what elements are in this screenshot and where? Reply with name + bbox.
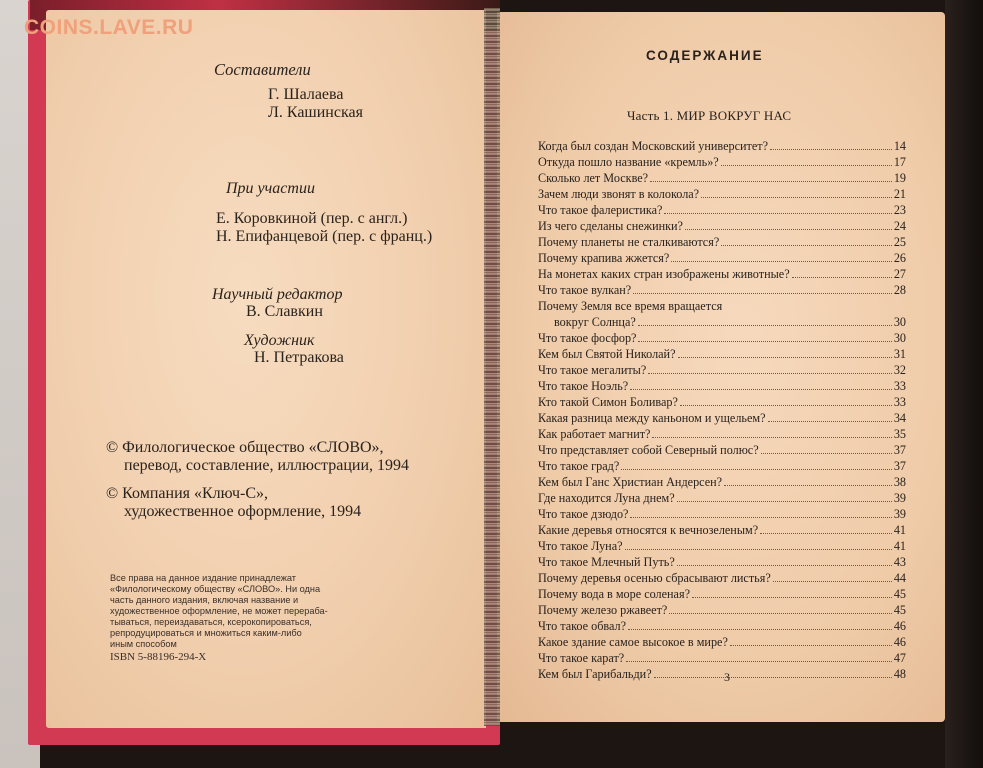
toc-leader-dots <box>761 453 892 454</box>
toc-entry-page: 21 <box>893 187 906 201</box>
editor-name: В. Славкин <box>246 303 323 320</box>
toc-leader-dots <box>792 277 892 278</box>
toc-entry-title: Почему железо ржавеет? <box>538 603 668 617</box>
copyright-key-line2: художественное оформление, 1994 <box>124 503 362 520</box>
toc-leader-dots <box>721 165 892 166</box>
toc-entry <box>538 634 906 650</box>
toc-leader-dots <box>628 629 892 630</box>
toc-entry-title: Почему деревья осенью сбрасывают листья? <box>538 571 771 585</box>
toc-entry <box>538 282 906 298</box>
toc-leader-dots <box>650 181 892 182</box>
toc-entry-title: Почему вода в море соленая? <box>538 587 690 601</box>
toc-leader-dots <box>630 517 891 518</box>
toc-leader-dots <box>678 357 892 358</box>
rights-line: художественное оформление, не может перераба- <box>110 606 328 616</box>
toc-entry-title: Что такое град? <box>538 459 620 473</box>
toc-entry-title: Что такое Ноэль? <box>538 379 629 393</box>
toc-entry-title: Зачем люди звонят в колокола? <box>538 187 700 201</box>
toc-entry-page: 27 <box>893 267 906 281</box>
toc-entry-page: 32 <box>893 363 906 377</box>
toc-entry <box>538 538 906 554</box>
toc-entry <box>538 202 906 218</box>
toc-entry-page: 31 <box>893 347 906 361</box>
toc-entry <box>538 234 906 250</box>
participation-label: При участии <box>226 180 315 197</box>
toc-entry <box>538 618 906 634</box>
participant-name: Е. Коровкиной (пер. с англ.) <box>216 210 408 227</box>
toc-leader-dots <box>680 405 892 406</box>
toc-entry <box>538 426 906 442</box>
table-of-contents <box>538 138 906 682</box>
rights-line: «Филологическому обществу «СЛОВО». Ни одна <box>110 584 321 594</box>
toc-entry-page: 38 <box>893 475 906 489</box>
toc-leader-dots <box>701 197 892 198</box>
participant-name: Н. Епифанцевой (пер. с франц.) <box>216 228 433 245</box>
toc-entry-page: 30 <box>893 315 906 329</box>
toc-entry-page: 43 <box>893 555 906 569</box>
toc-entry-title: Что такое фосфор? <box>538 331 637 345</box>
artist-label: Художник <box>244 332 315 349</box>
compilers-label: Составители <box>214 60 311 79</box>
toc-entry-title: Что такое дзюдо? <box>538 507 629 521</box>
toc-entry <box>538 346 906 362</box>
toc-entry-title: Что такое Луна? <box>538 539 623 553</box>
toc-entry-title: Почему Земля все время вращается <box>538 299 723 313</box>
toc-entry-page: 46 <box>893 619 906 633</box>
toc-entry-title-cont: вокруг Солнца? <box>554 315 636 329</box>
toc-entry <box>538 522 906 538</box>
rights-line: часть данного издания, включая название и <box>110 595 299 605</box>
copyright-key-line1: © Компания «Ключ-С», <box>106 485 269 502</box>
toc-entry-page: 33 <box>893 395 906 409</box>
compiler-name: Г. Шалаева <box>268 86 344 103</box>
toc-entry-page: 35 <box>893 427 906 441</box>
toc-leader-dots <box>648 373 892 374</box>
toc-entry-page: 17 <box>893 155 906 169</box>
toc-entry <box>538 378 906 394</box>
toc-entry <box>538 170 906 186</box>
toc-entry-page: 39 <box>893 491 906 505</box>
toc-entry <box>538 330 906 346</box>
toc-entry-title: Почему крапива жжется? <box>538 251 670 265</box>
toc-leader-dots <box>652 437 891 438</box>
toc-entry <box>538 154 906 170</box>
rights-line: Все права на данное издание принадлежат <box>110 573 297 583</box>
toc-entry <box>538 362 906 378</box>
toc-entry-page: 19 <box>893 171 906 185</box>
toc-entry-page: 44 <box>893 571 906 585</box>
compiler-name: Л. Кашинская <box>268 104 363 121</box>
toc-entry-page: 46 <box>893 635 906 649</box>
toc-leader-dots <box>671 261 891 262</box>
toc-entry <box>538 186 906 202</box>
toc-entry-title: Кем был Святой Николай? <box>538 347 676 361</box>
rights-line: иным способом <box>110 639 177 649</box>
toc-entry <box>538 570 906 586</box>
toc-leader-dots <box>633 293 892 294</box>
toc-entry <box>538 138 906 154</box>
toc-leader-dots <box>692 597 892 598</box>
toc-entry <box>538 666 906 682</box>
page-number: 3 <box>724 670 730 684</box>
toc-leader-dots <box>638 325 892 326</box>
toc-leader-dots <box>721 245 892 246</box>
toc-entry-title: Что такое вулкан? <box>538 283 632 297</box>
editor-label: Научный редактор <box>212 286 343 303</box>
toc-entry-title: Что такое мегалиты? <box>538 363 647 377</box>
toc-entry <box>538 458 906 474</box>
toc-entry-page: 28 <box>893 283 906 297</box>
toc-entry-title: Когда был создан Московский университет? <box>538 139 769 153</box>
toc-entry-page: 41 <box>893 539 906 553</box>
toc-entry-title: Кто такой Симон Боливар? <box>538 395 678 409</box>
toc-entry <box>538 250 906 266</box>
rights-line: тываться, переиздаваться, ксерокопироваться, <box>110 617 312 627</box>
toc-entry-page: 23 <box>893 203 906 217</box>
toc-entry-title: Что такое Млечный Путь? <box>538 555 675 569</box>
toc-entry-page: 47 <box>893 651 906 665</box>
toc-entry-title: Кем был Ганс Христиан Андерсен? <box>538 475 723 489</box>
toc-entry <box>538 218 906 234</box>
toc-entry <box>538 474 906 490</box>
toc-leader-dots <box>724 485 892 486</box>
toc-entry-page: 45 <box>893 587 906 601</box>
toc-entry-title: Какие деревья относятся к вечнозеленым? <box>538 523 759 537</box>
toc-leader-dots <box>669 613 891 614</box>
toc-entry-page: 34 <box>893 411 906 425</box>
toc-title: СОДЕРЖАНИЕ <box>646 48 764 63</box>
toc-entry-title: Что такое карат? <box>538 651 625 665</box>
part-title: Часть 1. МИР ВОКРУГ НАС <box>627 108 792 123</box>
toc-entry <box>538 394 906 410</box>
toc-entry <box>538 490 906 506</box>
toc-entry-page: 39 <box>893 507 906 521</box>
book-spine-gutter <box>484 8 500 726</box>
toc-leader-dots <box>677 565 892 566</box>
toc-entry-title: Какое здание самое высокое в мире? <box>538 635 728 649</box>
toc-entry-page: 25 <box>893 235 906 249</box>
toc-leader-dots <box>768 421 892 422</box>
toc-entry-title: Почему планеты не сталкиваются? <box>538 235 720 249</box>
toc-leader-dots <box>638 341 891 342</box>
toc-entry-title: Где находится Луна днем? <box>538 491 675 505</box>
rights-notice <box>110 573 410 650</box>
toc-entry-title: Как работает магнит? <box>538 427 651 441</box>
toc-entry <box>538 442 906 458</box>
toc-leader-dots <box>621 469 892 470</box>
toc-entry-page: 37 <box>893 459 906 473</box>
toc-entry-title: Сколько лет Москве? <box>538 171 649 185</box>
toc-leader-dots <box>760 533 892 534</box>
toc-entry <box>538 506 906 522</box>
toc-entry-title: Что такое обвал? <box>538 619 627 633</box>
toc-entry <box>538 602 906 618</box>
isbn: ISBN 5-88196-294-X <box>110 651 207 663</box>
toc-entry-title: На монетах каких стран изображены животные? <box>538 267 790 281</box>
toc-entry-page: 41 <box>893 523 906 537</box>
toc-entry-page: 48 <box>893 667 906 681</box>
toc-entry-page: 45 <box>893 603 906 617</box>
toc-entry-page: 26 <box>893 251 906 265</box>
rights-line: репродуцироваться и множиться каким-либо <box>110 628 302 638</box>
toc-leader-dots <box>677 501 892 502</box>
toc-entry-title: Из чего сделаны снежинки? <box>538 219 683 233</box>
toc-entry <box>538 410 906 426</box>
toc-entry-page: 37 <box>893 443 906 457</box>
background-right <box>945 0 983 768</box>
toc-entry-page: 33 <box>893 379 906 393</box>
toc-leader-dots <box>664 213 891 214</box>
toc-leader-dots <box>630 389 892 390</box>
toc-entry-title: Что такое фалеристика? <box>538 203 663 217</box>
toc-leader-dots <box>685 229 892 230</box>
toc-leader-dots <box>654 677 892 678</box>
toc-entry-page: 14 <box>893 139 906 153</box>
toc-entry-title: Откуда пошло название «кремль»? <box>538 155 719 169</box>
toc-entry <box>538 650 906 666</box>
watermark: COINS.LAVE.RU <box>24 16 194 39</box>
toc-leader-dots <box>773 581 892 582</box>
artist-name: Н. Петракова <box>254 349 344 366</box>
toc-entry <box>538 586 906 602</box>
copyright-philology-line1: © Филологическое общество «СЛОВО», <box>106 439 384 456</box>
toc-entry-page: 24 <box>893 219 906 233</box>
toc-entry-page: 30 <box>893 331 906 345</box>
toc-entry <box>538 554 906 570</box>
toc-leader-dots <box>730 645 892 646</box>
toc-leader-dots <box>626 661 892 662</box>
toc-entry <box>538 266 906 282</box>
toc-entry-title: Какая разница между каньоном и ущельем? <box>538 411 766 425</box>
toc-entry-title: Кем был Гарибальди? <box>538 667 652 681</box>
toc-leader-dots <box>770 149 892 150</box>
toc-entry <box>538 298 906 330</box>
copyright-philology-line2: перевод, составление, иллюстрации, 1994 <box>124 457 409 474</box>
toc-entry-title: Что представляет собой Северный полюс? <box>538 443 759 457</box>
toc-leader-dots <box>625 549 892 550</box>
